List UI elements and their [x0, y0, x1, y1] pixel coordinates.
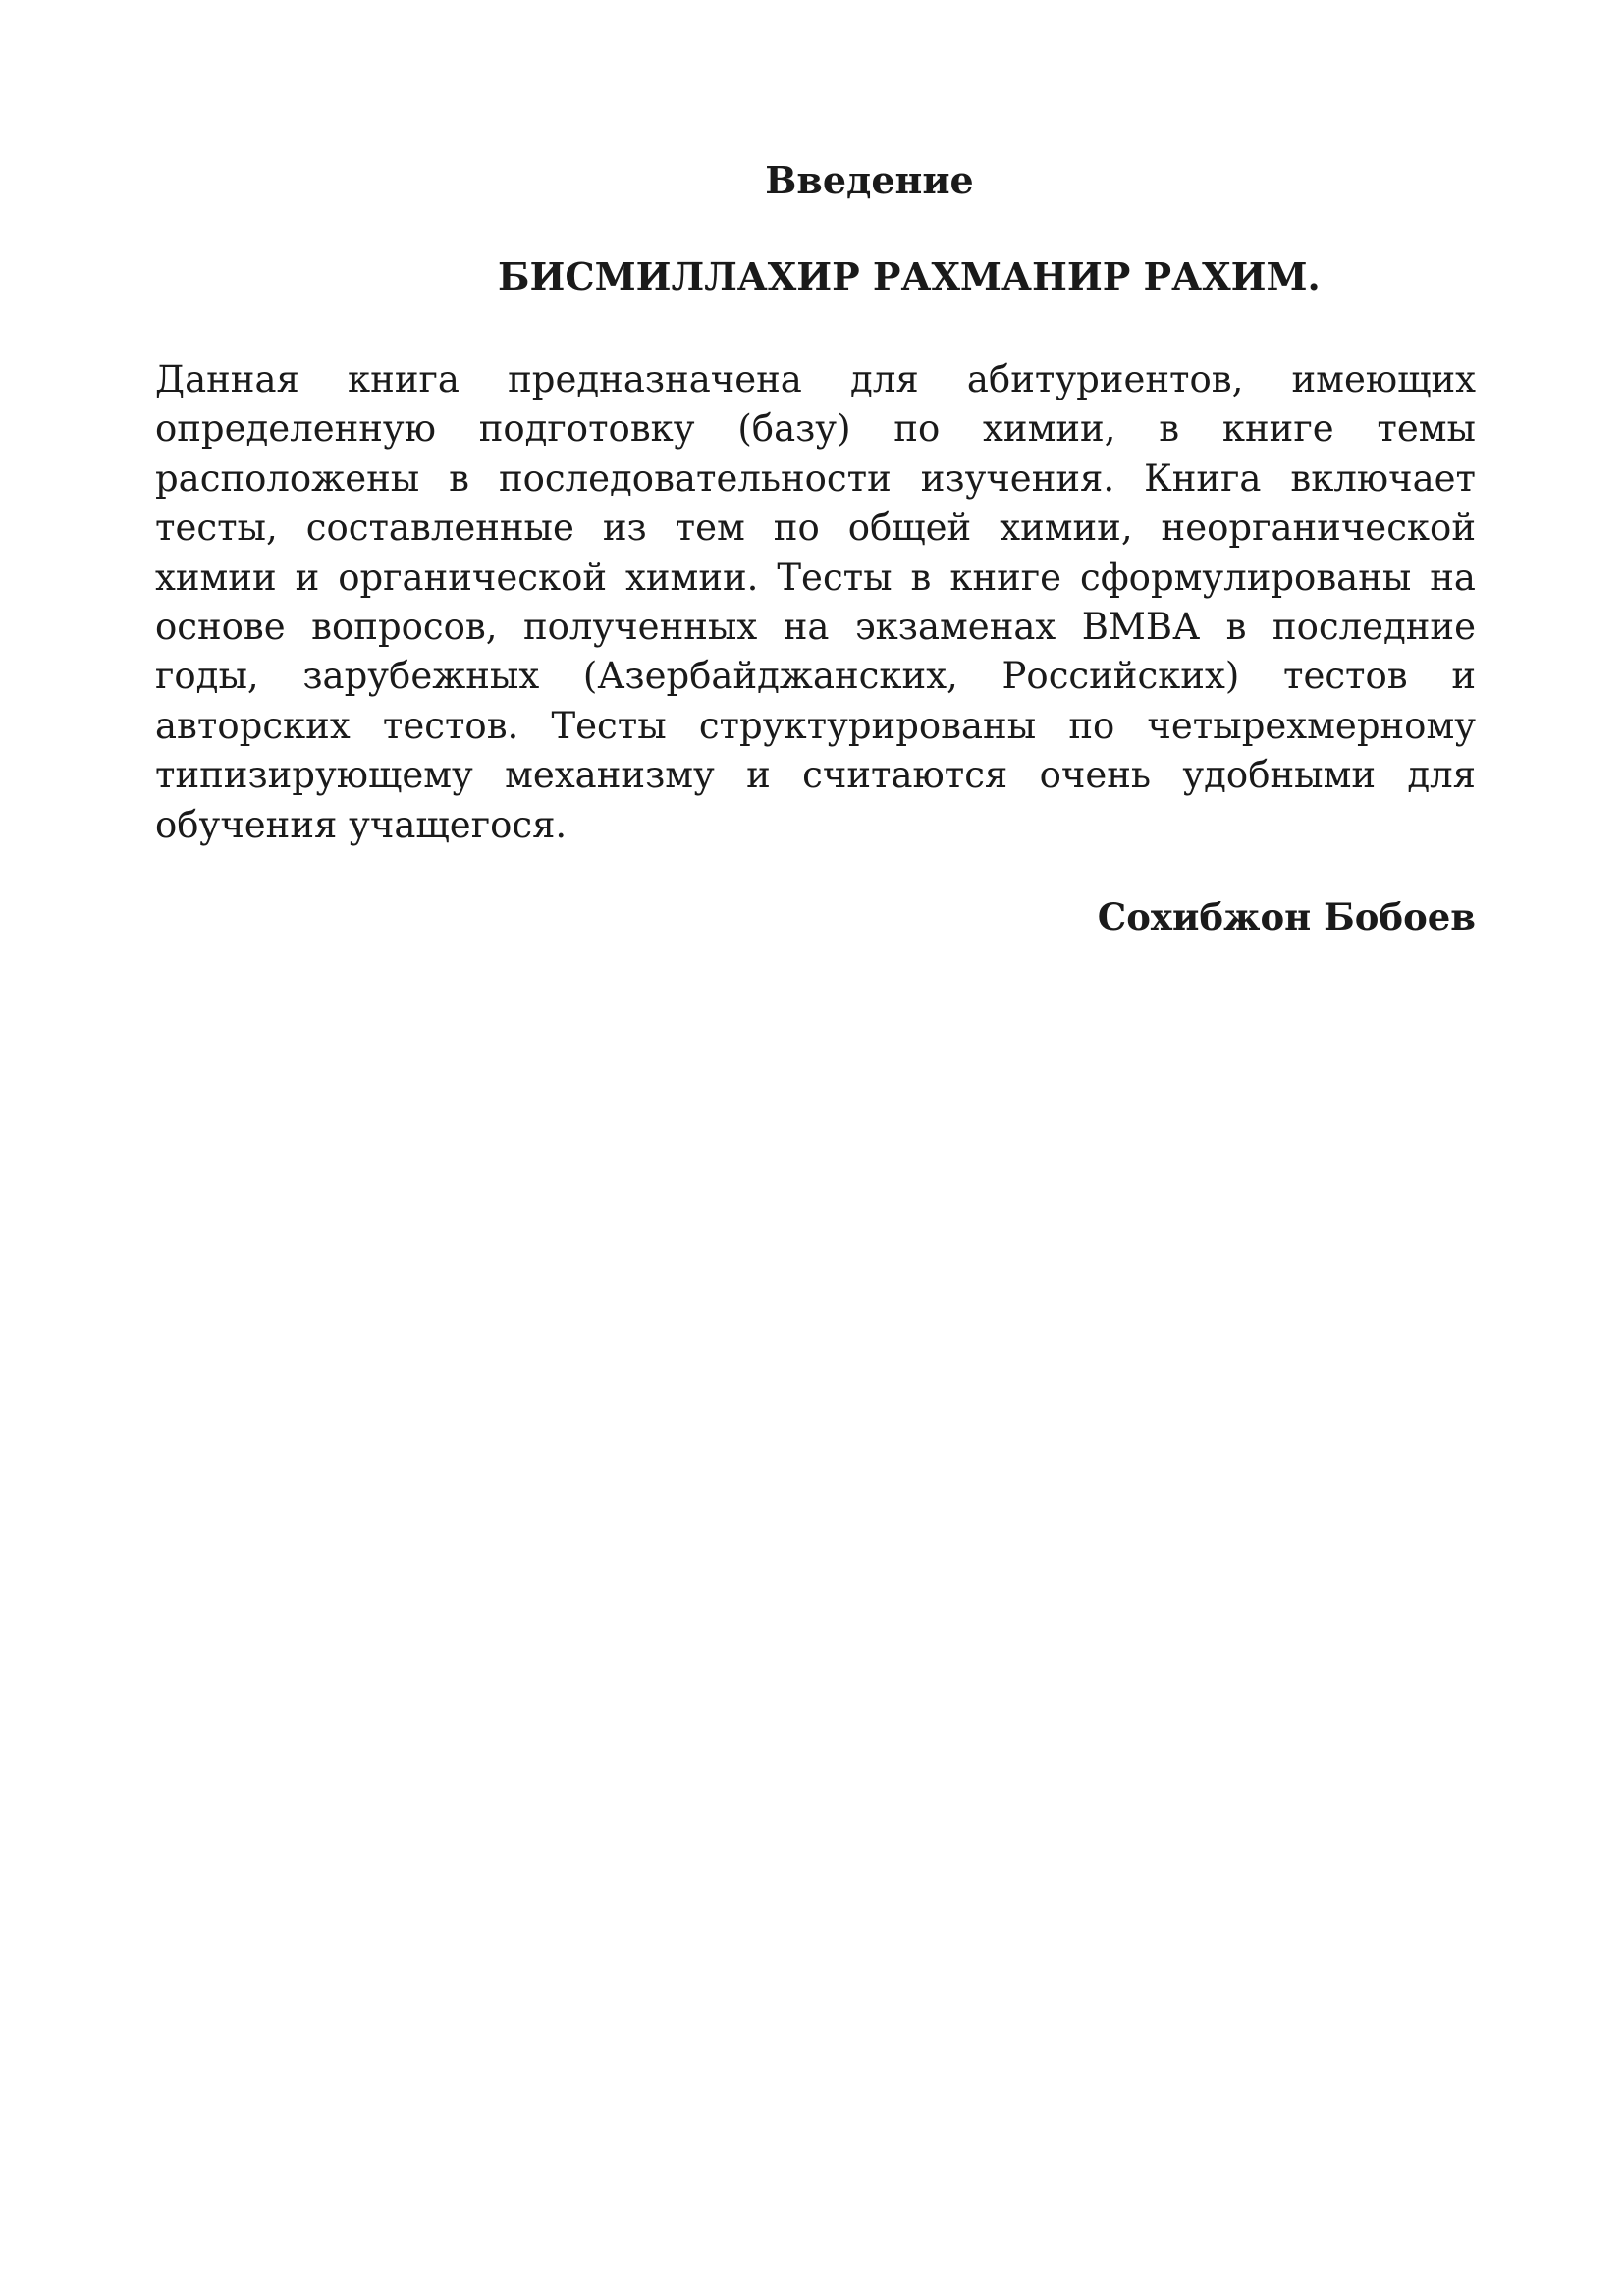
- page-title: Введение: [765, 158, 974, 202]
- author-signature: Сохибжон Бобоев: [1097, 895, 1476, 938]
- invocation-heading: БИСМИЛЛАХИР РАХМАНИР РАХИМ.: [498, 254, 1321, 298]
- intro-paragraph: Данная книга предназначена для абитуриентов, имеющих определенную подготовку (базу) по химии, в книге темы расположены в последовательности изучения. Книга включает тесты, составленные из тем по общей химии, неорганической химии и органической химии. Тесты в книге сформулированы на основе вопросов, полученных на экзаменах ВМВА в последние годы, зарубежных (Азербайджанских, Российских) тестов и авторских тестов. Тесты структурированы по четырехмерному типизирующему механизму и считаются очень удобными для обучения учащегося.: [155, 358, 1476, 846]
